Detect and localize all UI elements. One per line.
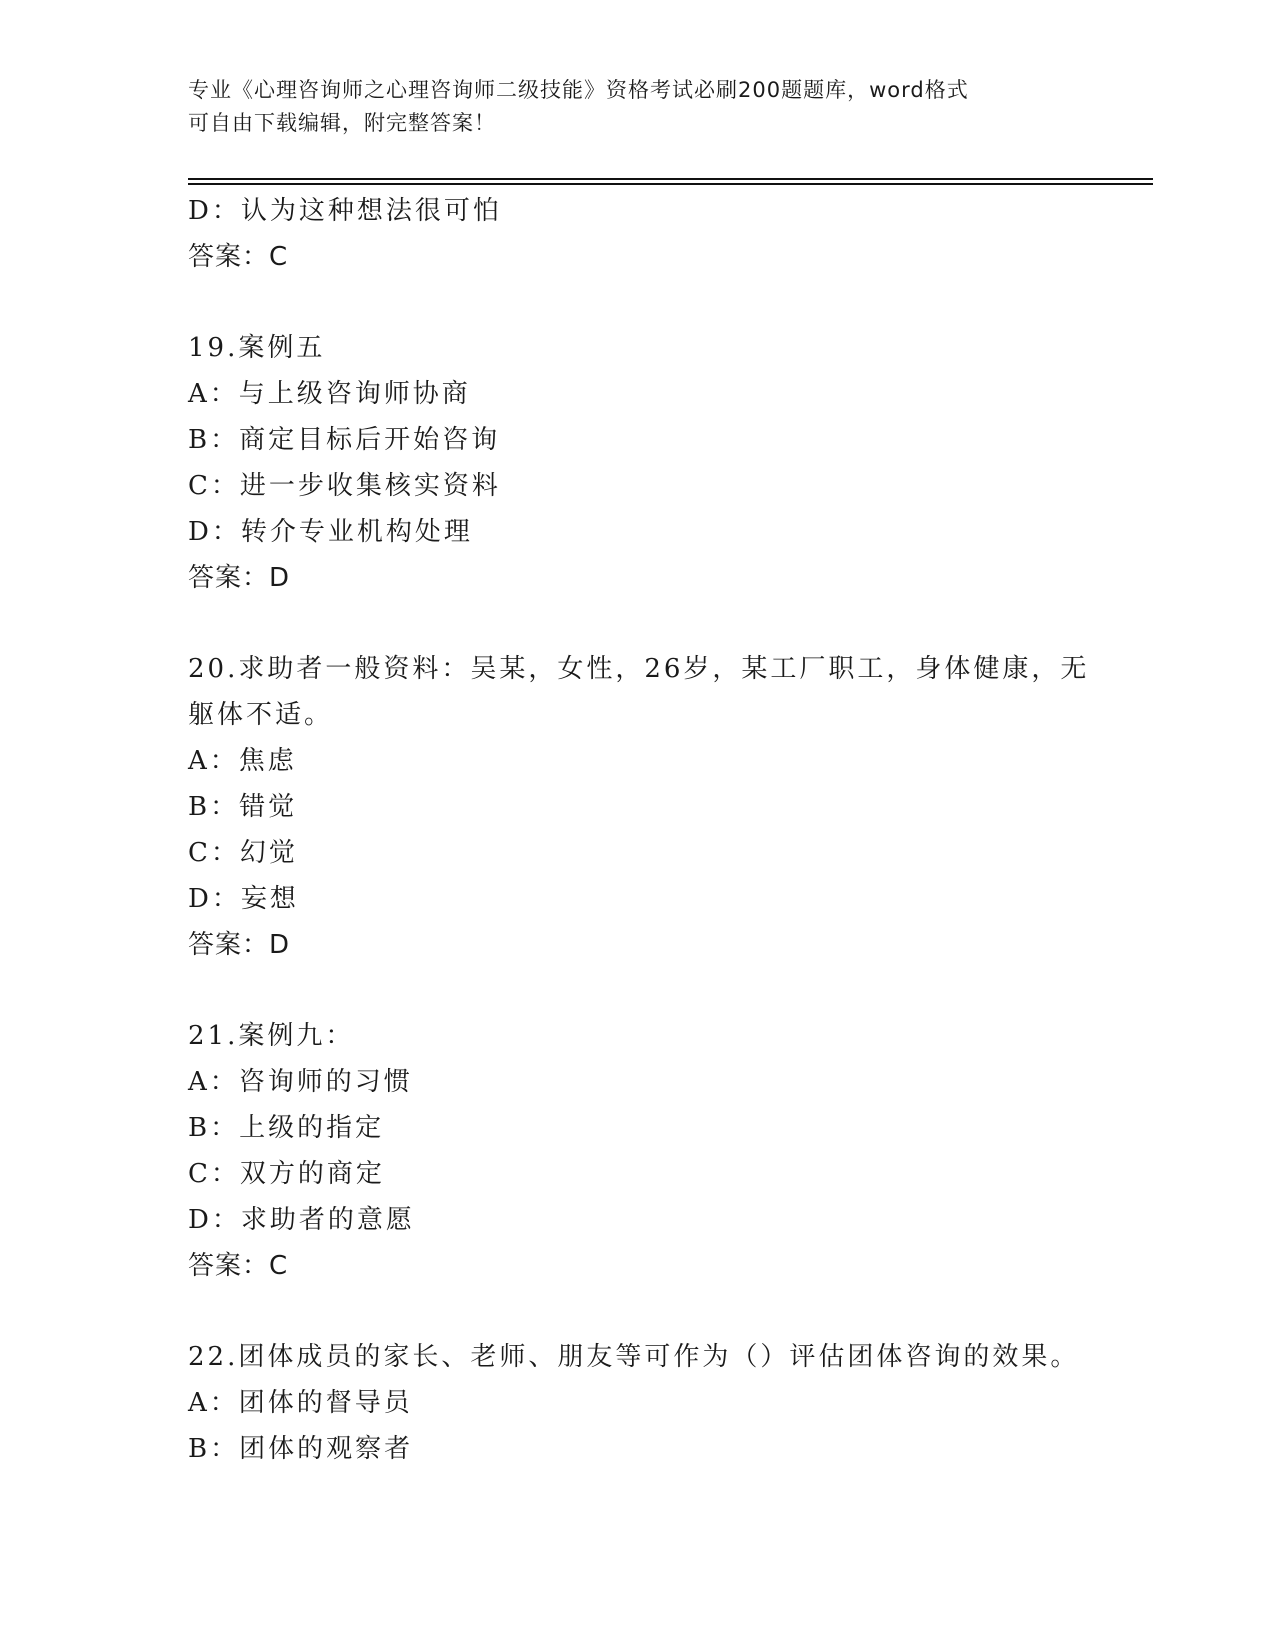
answer-line: 答案：D [188, 563, 291, 593]
header-divider-top [188, 178, 1153, 180]
header-divider-bottom [188, 183, 1153, 185]
option-b: B：上级的指定 [188, 1113, 385, 1143]
spacer [188, 1289, 1108, 1334]
option-d: D：求助者的意愿 [188, 1205, 415, 1235]
header-line-2: 可自由下载编辑，附完整答案！ [188, 111, 496, 135]
spacer [188, 968, 1108, 1013]
option-d: D：认为这种想法很可怕 [188, 196, 502, 226]
option-c: C：双方的商定 [188, 1159, 385, 1189]
question-block-19 [188, 325, 1108, 601]
option-c: C：进一步收集核实资料 [188, 471, 501, 501]
question-block-18 [188, 188, 1108, 280]
spacer [188, 601, 1108, 646]
document-header [188, 74, 1088, 140]
spacer [188, 280, 1108, 325]
answer-line: 答案：C [188, 1251, 289, 1281]
question-block-22 [188, 1334, 1108, 1472]
option-a: A：与上级咨询师协商 [188, 379, 471, 409]
option-c: C：幻觉 [188, 838, 298, 868]
option-a: A：团体的督导员 [188, 1388, 413, 1418]
question-stem-continued: 躯体不适。 [188, 700, 334, 730]
answer-line: 答案：D [188, 930, 291, 960]
option-b: B：团体的观察者 [188, 1434, 414, 1464]
option-d: D：妄想 [188, 884, 299, 914]
question-stem: 20.求助者一般资料：吴某，女性，26岁，某工厂职工，身体健康，无 [188, 654, 1090, 684]
question-block-21 [188, 1013, 1108, 1289]
header-line-1: 专业《心理咨询师之心理咨询师二级技能》资格考试必刷200题题库，word格式 [188, 78, 969, 102]
question-stem: 21.案例九： [188, 1021, 355, 1051]
option-d: D：转介专业机构处理 [188, 517, 473, 547]
question-block-20 [188, 646, 1108, 968]
question-list [188, 188, 1108, 1472]
option-b: B：错觉 [188, 792, 298, 822]
option-a: A：焦虑 [188, 746, 297, 776]
question-stem: 19.案例五 [188, 333, 326, 363]
option-a: A：咨询师的习惯 [188, 1067, 413, 1097]
answer-line: 答案：C [188, 242, 289, 272]
option-b: B：商定目标后开始咨询 [188, 425, 501, 455]
question-stem: 22.团体成员的家长、老师、朋友等可作为（）评估团体咨询的效果。 [188, 1342, 1080, 1372]
